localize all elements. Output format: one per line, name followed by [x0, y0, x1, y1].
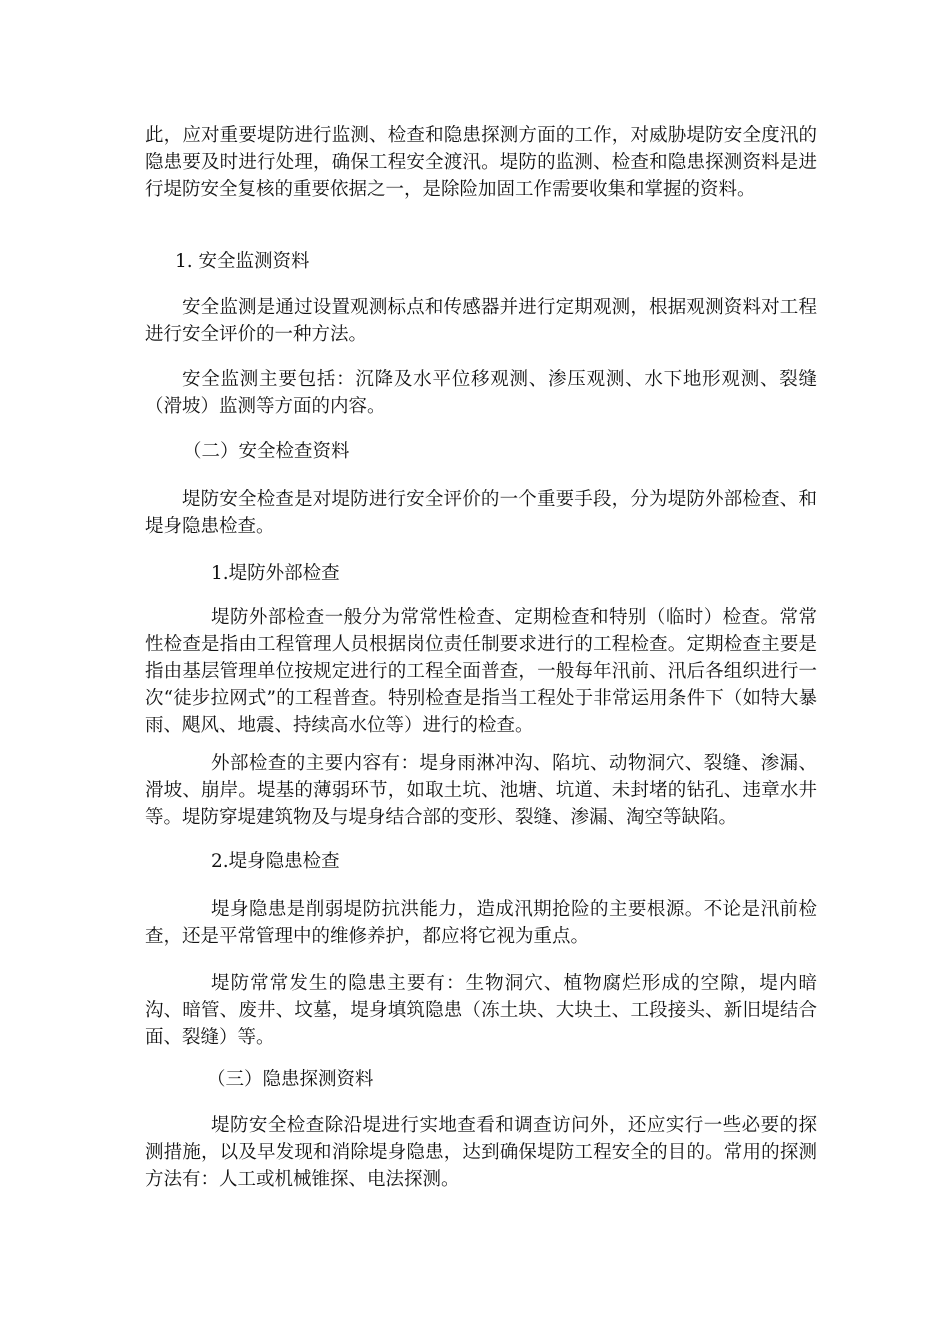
heading-hidden-danger-inspection: 2.堤身隐患检查 [211, 851, 340, 872]
paragraph-intro-continued: 此，应对重要堤防进行监测、检查和隐患探测方面的工作，对威胁堤防安全度汛的隐患要及时进行处理，确保工程安全渡汛。堤防的监测、检查和隐患探测资料是进行堤防安全复核的重要依据之一，是除险加固工作需要收集和掌握的资料。 [145, 125, 817, 200]
paragraph-external-inspection-contents: 外部检查的主要内容有：堤身雨淋冲沟、陷坑、动物洞穴、裂缝、渗漏、滑坡、崩岸。堤基的薄弱环节，如取土坑、池塘、坑道、未封堵的钻孔、违章水井等。堤防穿堤建筑物及与堤身结合部的变形、裂缝、渗漏、淘空等缺陷。 [145, 753, 817, 828]
heading-safety-monitoring-data: 1. 安全监测资料 [175, 251, 310, 272]
paragraph-safety-monitoring-contents: 安全监测主要包括：沉降及水平位移观测、渗压观测、水下地形观测、裂缝（滑坡）监测等方面的内容。 [145, 369, 817, 417]
paragraph-external-inspection-types: 堤防外部检查一般分为常常性检查、定期检查和特别（临时）检查。常常性检查是指由工程管理人员根据岗位责任制要求进行的工程检查。定期检查主要是指由基层管理单位按规定进行的工程全面普查，一般每年汛前、汛后各组织进行一次“徒步拉网式”的工程普查。特别检查是指当工程处于非常运用条件下（如特大暴雨、飓风、地震、持续高水位等）进行的检查。 [145, 607, 817, 736]
heading-safety-inspection-data: （二）安全检查资料 [183, 441, 350, 462]
paragraph-common-hidden-dangers: 堤防常常发生的隐患主要有：生物洞穴、植物腐烂形成的空隙，堤内暗沟、暗管、废井、坟墓，堤身填筑隐患（冻土块、大块土、工段接头、新旧堤结合面、裂缝）等。 [145, 973, 817, 1048]
heading-hidden-danger-detection-data: （三）隐患探测资料 [207, 1069, 374, 1090]
paragraph-detection-methods: 堤防安全检查除沿堤进行实地查看和调查访问外，还应实行一些必要的探测措施，以及早发现和消除堤身隐患，达到确保堤防工程安全的目的。常用的探测方法有：人工或机械锥探、电法探测。 [145, 1115, 817, 1190]
paragraph-hidden-danger-importance: 堤身隐患是削弱堤防抗洪能力，造成汛期抢险的主要根源。不论是汛前检查，还是平常管理中的维修养护，都应将它视为重点。 [145, 899, 817, 947]
paragraph-safety-monitoring-definition: 安全监测是通过设置观测标点和传感器并进行定期观测，根据观测资料对工程进行安全评价的一种方法。 [145, 297, 817, 345]
paragraph-safety-inspection-definition: 堤防安全检查是对堤防进行安全评价的一个重要手段，分为堤防外部检查、和堤身隐患检查。 [145, 489, 817, 537]
heading-external-inspection: 1.堤防外部检查 [211, 563, 340, 584]
